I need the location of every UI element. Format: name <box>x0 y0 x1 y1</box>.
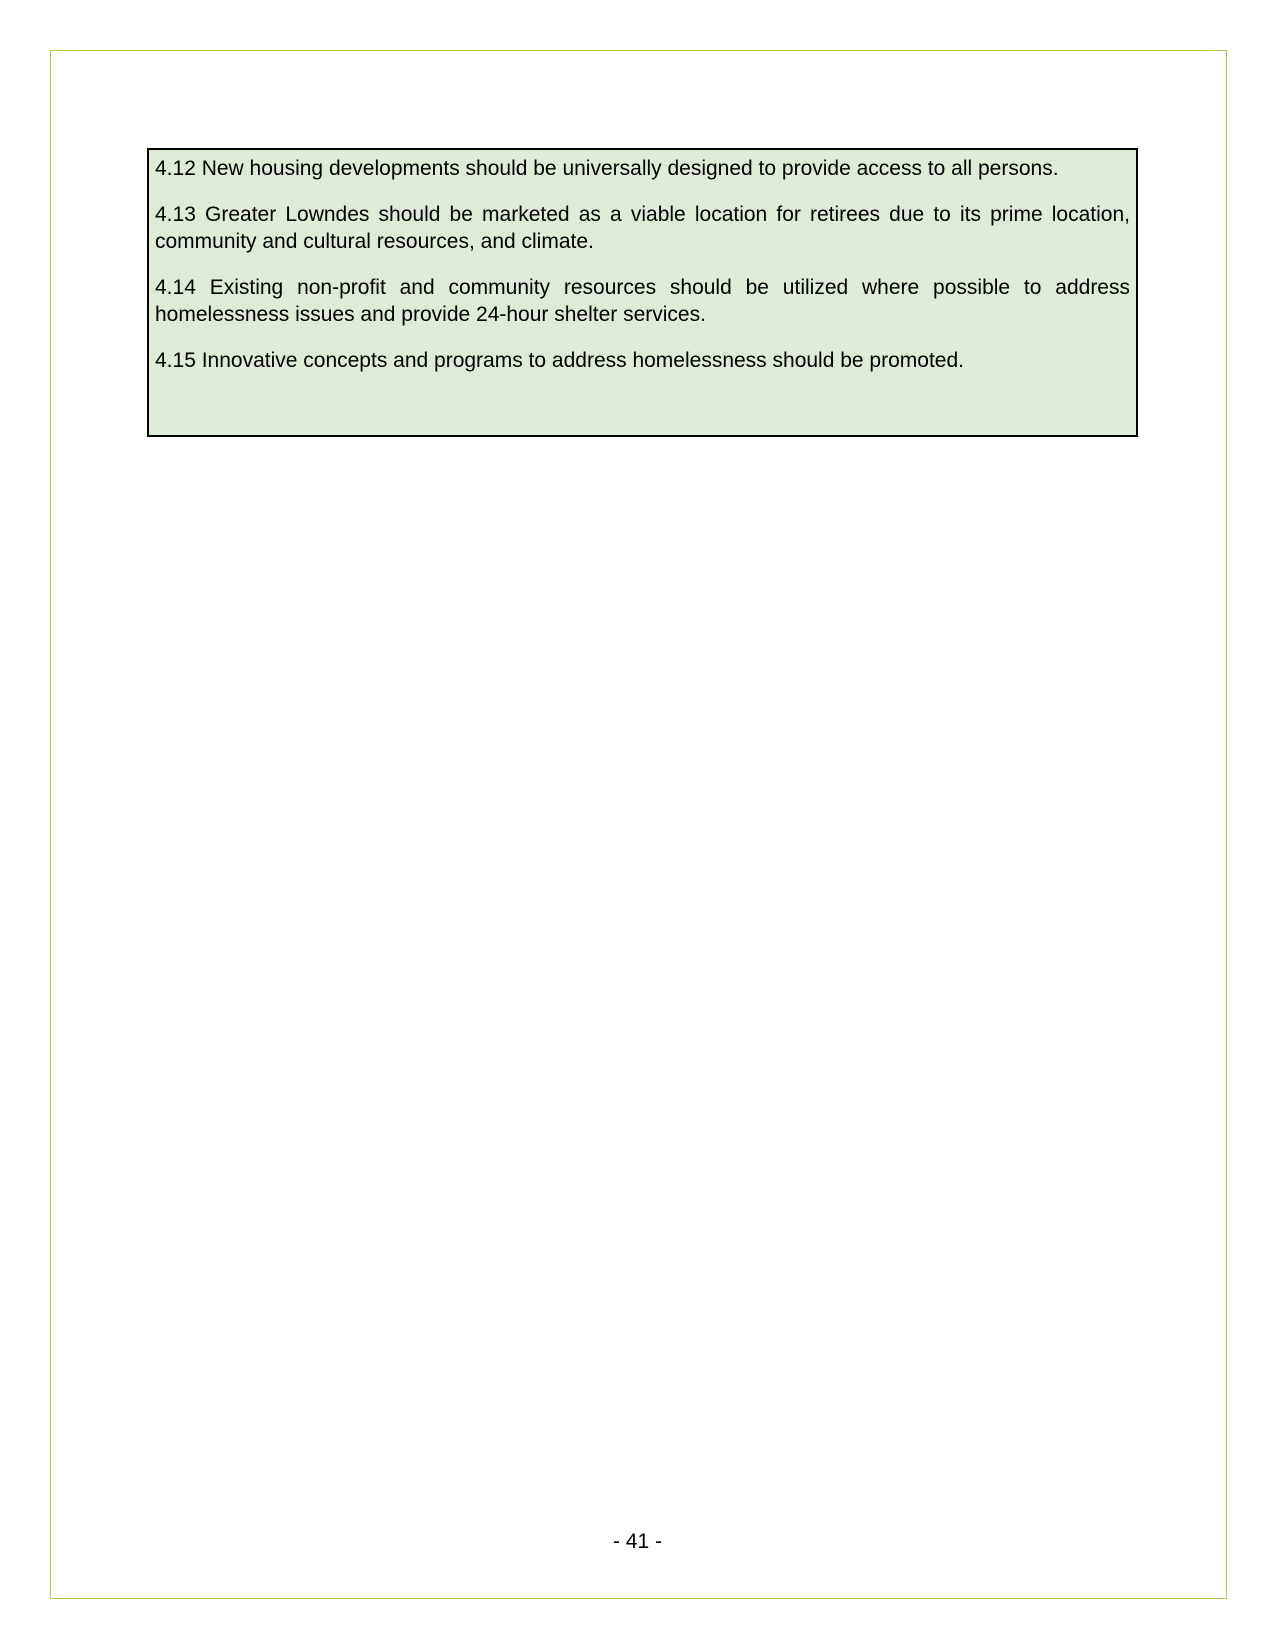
housing-policy-text-box <box>147 148 1138 437</box>
policy-item-4-15: 4.15 Innovative concepts and programs to address homelessness should be promoted. <box>155 349 964 372</box>
policy-item-4-14: 4.14 Existing non-profit and community resources should be utilized where possible to address homelessness issues and provide 24-hour shelter services. <box>155 276 1130 326</box>
page-number: - 41 - <box>612 1530 662 1553</box>
policy-item-4-13: 4.13 Greater Lowndes should be marketed as a viable location for retirees due to its prime location, community and cultural resources, and climate. <box>155 203 1130 253</box>
policy-item-4-12: 4.12 New housing developments should be universally designed to provide access to all persons. <box>155 157 1059 180</box>
